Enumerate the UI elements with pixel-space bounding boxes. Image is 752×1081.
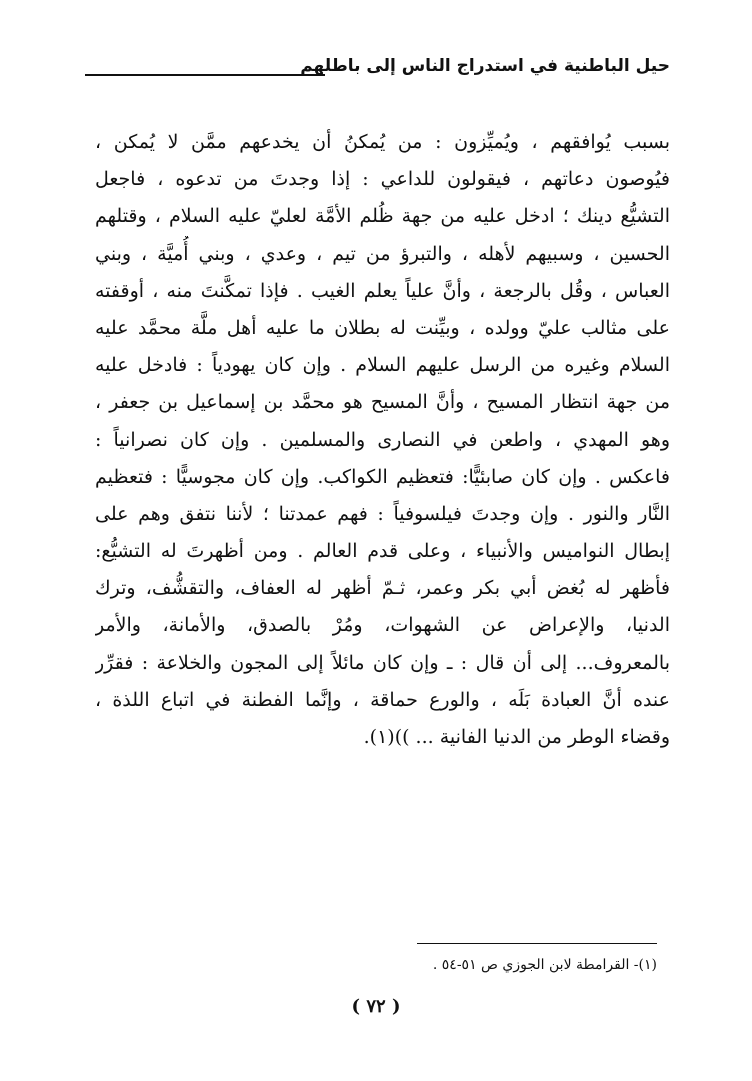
body-line: العباس ، وقُل بالرجعة ، وأنَّ علياً يعلم الغيب . فإذا تمكَّنتَ منه ، أوقفته — [95, 279, 670, 302]
body-line: الدنيا، والإعراض عن الشهوات، ومُرْ بالصدق، والأمانة، والأمر — [95, 614, 670, 637]
running-head-rule — [85, 74, 325, 76]
body-line: على مثالب عليّ وولده ، وبيِّنت له بطلان ما عليه أهل ملَّة محمَّد عليه — [95, 316, 670, 339]
page-number: ( ٧٢ ) — [351, 996, 401, 1017]
body-line: بالمعروف... إلى أن قال : ـ وإن كان مائلاً إلى المجون والخلاعة : فقرِّر — [95, 651, 670, 674]
body-text — [95, 124, 670, 756]
body-line: وقضاء الوطر من الدنيا الفانية ... ))(١). — [363, 726, 670, 748]
body-line: فيُوصون دعاتهم ، فيقولون للداعي : إذا وجدتَ من تدعوه ، فاجعل — [95, 168, 670, 191]
body-line: وهو المهدي ، واطعن في النصارى والمسلمين . وإن كان نصرانياً : — [95, 428, 670, 451]
body-line: النَّار والنور . وإن وجدتَ فيلسوفياً : فهم عمدتنا ؛ لأننا نتفق وهم على — [95, 502, 670, 525]
body-line: فاعكس . وإن كان صابئيًّا: فتعظيم الكواكب. وإن كان مجوسيًّا : فتعظيم — [95, 465, 670, 488]
running-head-title: حيل الباطنية في استدراج الناس إلى باطلهم — [300, 56, 670, 76]
body-line: عنده أنَّ العبادة بَلَه ، والورع حماقة ، وإنَّما الفطنة في اتباع اللذة ، — [95, 688, 670, 711]
body-line: من جهة انتظار المسيح ، وأنَّ المسيح هو محمَّد بن إسماعيل بن جعفر ، — [95, 391, 670, 414]
footnote: (١)- القرامطة لابن الجوزي ص ٥١-٥٤ . — [432, 957, 657, 973]
body-line: فأظهر له بُغض أبي بكر وعمر، ثـمّ أظهر له العفاف، والتقشُّف، وترك — [95, 577, 670, 600]
footnote-separator — [417, 943, 657, 944]
body-line: التشيُّع دينك ؛ ادخل عليه من جهة ظُلم الأمَّة لعليّ عليه السلام ، وقتلهم — [95, 205, 670, 228]
running-head — [85, 52, 670, 86]
body-line: بسبب يُوافقهم ، ويُميِّزون : من يُمكنُ أن يخدعهم ممَّن لا يُمكن ، — [95, 131, 670, 153]
body-line: السلام وغيره من الرسل عليهم السلام . وإن كان يهودياً : فادخل عليه — [95, 354, 670, 377]
body-line: إبطال النواميس والأنبياء ، وعلى قدم العالم . ومن أظهرتَ له التشيُّع: — [95, 540, 670, 563]
body-line: الحسين ، وسبيهم لأهله ، والتبرؤ من تيم ، وعدي ، وبني أُميَّة ، وبني — [95, 242, 670, 265]
